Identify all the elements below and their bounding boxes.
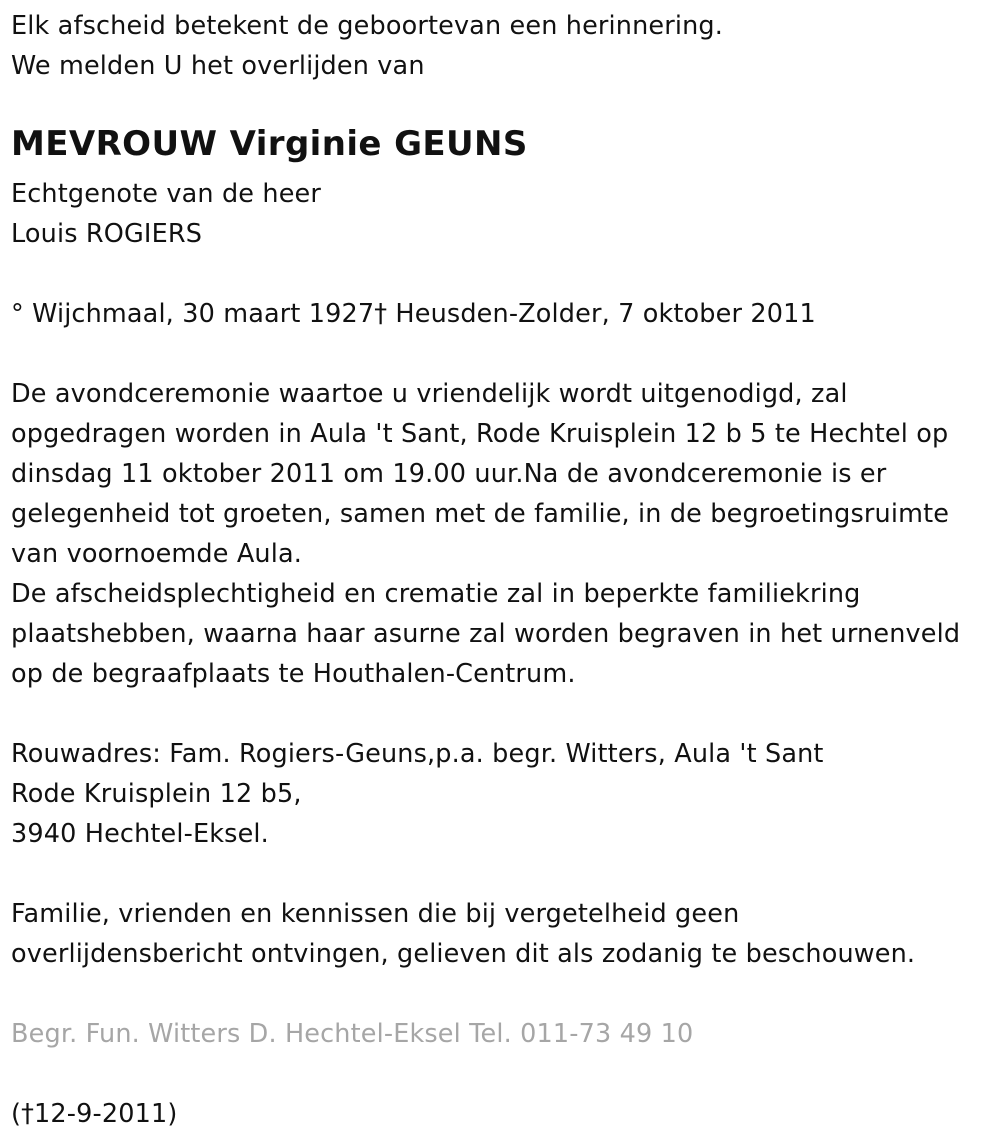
mourning-address-line-2: Rode Kruisplein 12 b5, (11, 779, 302, 809)
birth-death-dates: ° Wijchmaal, 30 maart 1927† Heusden-Zolder, 7 oktober 2011 (11, 299, 816, 329)
publication-date: (†12-9-2011) (11, 1099, 178, 1129)
ceremony-line-7: plaatshebben, waarna haar asurne zal worden begraven in het urnenveld (11, 619, 961, 649)
ceremony-line-3: dinsdag 11 oktober 2011 om 19.00 uur.Na de avondceremonie is er (11, 459, 887, 489)
notice-line-1: Familie, vrienden en kennissen die bij vergetelheid geen (11, 899, 740, 929)
ceremony-line-5: van voornoemde Aula. (11, 539, 303, 569)
spouse-name-line: Louis ROGIERS (11, 219, 203, 249)
intro-line-1: Elk afscheid betekent de geboortevan een herinnering. (11, 11, 724, 41)
spouse-relation-line: Echtgenote van de heer (11, 179, 322, 209)
ceremony-line-2: opgedragen worden in Aula 't Sant, Rode Kruisplein 12 b 5 te Hechtel op (11, 419, 949, 449)
mourning-address-line-1: Rouwadres: Fam. Rogiers-Geuns,p.a. begr. Witters, Aula 't Sant (11, 739, 824, 769)
funeral-home-credit: Begr. Fun. Witters D. Hechtel-Eksel Tel. 011-73 49 10 (11, 1019, 694, 1049)
mourning-address-line-3: 3940 Hechtel-Eksel. (11, 819, 269, 849)
ceremony-line-8: op de begraafplaats te Houthalen-Centrum. (11, 659, 576, 689)
ceremony-line-6: De afscheidsplechtigheid en crematie zal in beperkte familiekring (11, 579, 861, 609)
notice-line-2: overlijdensbericht ontvingen, gelieven dit als zodanig te beschouwen. (11, 939, 916, 969)
deceased-name: MEVROUW Virginie GEUNS (11, 124, 528, 164)
ceremony-line-4: gelegenheid tot groeten, samen met de familie, in de begroetingsruimte (11, 499, 950, 529)
ceremony-line-1: De avondceremonie waartoe u vriendelijk wordt uitgenodigd, zal (11, 379, 848, 409)
intro-line-2: We melden U het overlijden van (11, 51, 425, 81)
